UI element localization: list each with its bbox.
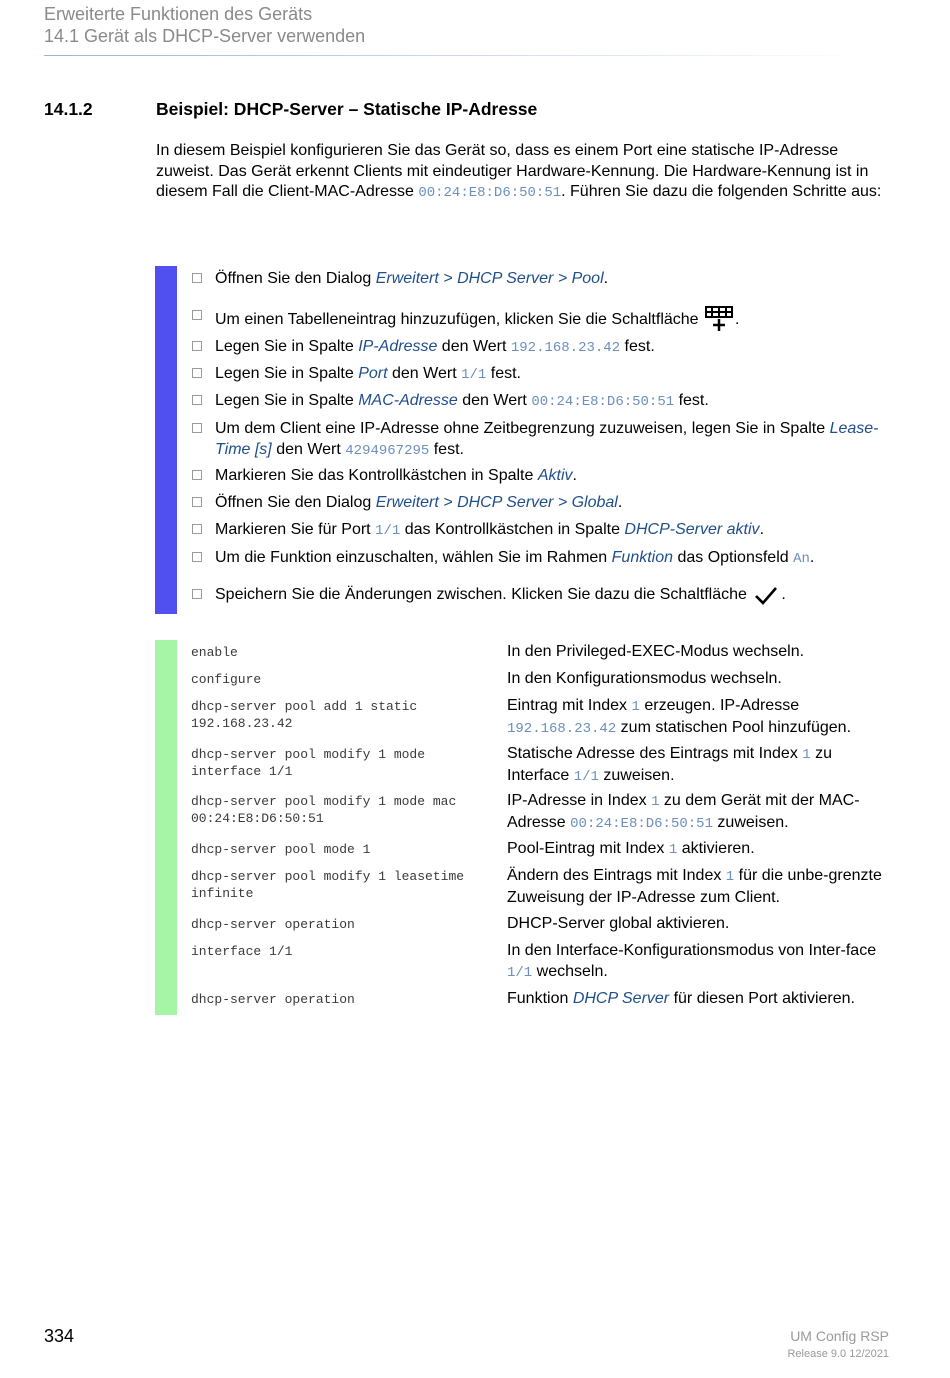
cli-description: DHCP-Server global aktivieren. — [507, 915, 730, 932]
step-save-changes: Speichern Sie die Änderungen zwischen. Klicken Sie dazu die Schaltfläche . — [192, 585, 882, 607]
cli-command: dhcp-server pool modify 1 mode interface 1/1 — [191, 747, 426, 779]
step-checkbox[interactable] — [192, 423, 202, 433]
column-name: DHCP-Server aktiv — [624, 521, 760, 538]
step-checkbox[interactable] — [192, 368, 202, 378]
cli-description: In den Privileged-EXEC-Modus wechseln. — [507, 643, 805, 660]
step-open-global-dialog: Öffnen Sie den Dialog Erweitert > DHCP Server > Global. — [192, 493, 882, 514]
footer-release: Release 9.0 12/2021 — [787, 1348, 889, 1360]
web-interface-marker-bar — [155, 266, 177, 614]
cli-command: enable — [191, 645, 238, 660]
cli-description: In den Interface-Konfigurationsmodus von Inter-face 1/1 wechseln. — [507, 942, 877, 981]
step-add-table-entry: Um einen Tabelleneintrag hinzuzufügen, klicken Sie die Schaltfläche . — [192, 306, 882, 332]
cli-command: interface 1/1 — [191, 944, 293, 959]
cli-description: IP-Adresse in Index 1 zu dem Gerät mit der MAC-Adresse 00:24:E8:D6:50:51 zuweisen. — [507, 792, 860, 832]
cli-description: Pool-Eintrag mit Index 1 aktivieren. — [507, 840, 755, 858]
running-header-section: 14.1 Gerät als DHCP-Server verwenden — [44, 26, 366, 46]
step-switch-on-function: Um die Funktion einzuschalten, wählen Sie im Rahmen Funktion das Optionsfeld An. — [192, 548, 882, 570]
page-number: 334 — [44, 1326, 75, 1346]
step-set-mac-address: Legen Sie in Spalte MAC-Adresse den Wert 00:24:E8:D6:50:51 fest. — [192, 391, 882, 413]
cli-command: dhcp-server pool modify 1 mode mac 00:24:E8:D6:50:51 — [191, 794, 457, 826]
column-name: Aktiv — [537, 467, 573, 484]
column-name: MAC-Adresse — [358, 392, 458, 409]
step-checkbox[interactable] — [192, 395, 202, 405]
add-table-row-icon[interactable] — [705, 306, 733, 332]
step-set-lease-time: Um dem Client eine IP-Adresse ohne Zeitbegrenzung zuzuweisen, legen Sie in Spalte Lease-Time [s] den Wert 4294967295 fest. — [192, 419, 882, 461]
step-checkbox[interactable] — [192, 341, 202, 351]
cli-description: Funktion DHCP Server für diesen Port aktivieren. — [507, 990, 855, 1007]
section-title: Beispiel: DHCP-Server – Statische IP-Adresse — [156, 99, 538, 119]
cli-description: In den Konfigurationsmodus wechseln. — [507, 670, 782, 687]
cli-command: configure — [191, 672, 262, 687]
footer-doc-title: UM Config RSP — [790, 1328, 889, 1344]
header-divider — [44, 55, 864, 56]
cli-command: dhcp-server pool mode 1 — [191, 842, 371, 857]
option-value: An — [793, 551, 810, 567]
cli-command: dhcp-server operation — [191, 992, 355, 1007]
section-number: 14.1.2 — [44, 99, 93, 119]
cli-command: dhcp-server operation — [191, 917, 355, 932]
step-checkbox[interactable] — [192, 273, 202, 283]
step-checkbox[interactable] — [192, 470, 202, 480]
column-name: IP-Adresse — [358, 338, 438, 355]
step-open-pool-dialog: Öffnen Sie den Dialog Erweitert > DHCP Server > Pool. — [192, 269, 882, 290]
value: 192.168.23.42 — [510, 340, 621, 356]
step-enable-port-dhcp: Markieren Sie für Port 1/1 das Kontrollkästchen in Spalte DHCP-Server aktiv. — [192, 520, 882, 542]
value: 1/1 — [375, 523, 401, 539]
intro-paragraph: In diesem Beispiel konfigurieren Sie das Gerät so, dass es einem Port eine statische IP-Adresse zuweist. Das Gerät erkennt Clients mit eindeutiger Hardware-Kennung. Die Hardware-Kennung ist in diesem Fall die Client-MAC-Adresse 00:24:E8:D6:50:51. Führen Sie dazu die folgenden Schritte aus: — [156, 142, 882, 202]
value: 4294967295 — [345, 442, 430, 459]
checkmark-icon[interactable] — [753, 585, 779, 607]
column-name: Lease-Time [s] — [215, 420, 879, 458]
running-header-chapter: Erweiterte Funktionen des Geräts — [44, 4, 313, 24]
column-name: Port — [358, 365, 388, 382]
step-checkbox[interactable] — [192, 310, 202, 320]
mac-address-value: 00:24:E8:D6:50:51 — [418, 185, 562, 202]
cli-description: Eintrag mit Index 1 erzeugen. IP-Adresse 192.168.23.42 zum statischen Pool hinzufügen. — [507, 697, 852, 737]
cli-command: dhcp-server pool add 1 static 192.168.23.42 — [191, 699, 418, 731]
step-checkbox[interactable] — [192, 524, 202, 534]
cli-description: Ändern des Eintrags mit Index 1 für die unbe-grenzte Zuweisung der IP-Adresse zum Client. — [507, 867, 882, 906]
step-checkbox[interactable] — [192, 589, 202, 599]
value: 00:24:E8:D6:50:51 — [531, 394, 675, 410]
value: 1/1 — [461, 367, 487, 383]
frame-name: Funktion — [611, 549, 674, 566]
dialog-path: Erweitert > DHCP Server > Global — [375, 494, 618, 511]
cli-marker-bar — [155, 640, 177, 1015]
step-set-ip-address: Legen Sie in Spalte IP-Adresse den Wert 192.168.23.42 fest. — [192, 337, 882, 359]
step-mark-active: Markieren Sie das Kontrollkästchen in Spalte Aktiv. — [192, 466, 882, 487]
step-checkbox[interactable] — [192, 497, 202, 507]
cli-command: dhcp-server pool modify 1 leasetime infinite — [191, 869, 465, 901]
cli-description: Statische Adresse des Eintrags mit Index 1 zu Interface 1/1 zuweisen. — [507, 745, 833, 785]
step-checkbox[interactable] — [192, 552, 202, 562]
step-set-port: Legen Sie in Spalte Port den Wert 1/1 fest. — [192, 364, 882, 386]
dialog-path: Erweitert > DHCP Server > Pool — [375, 270, 604, 287]
